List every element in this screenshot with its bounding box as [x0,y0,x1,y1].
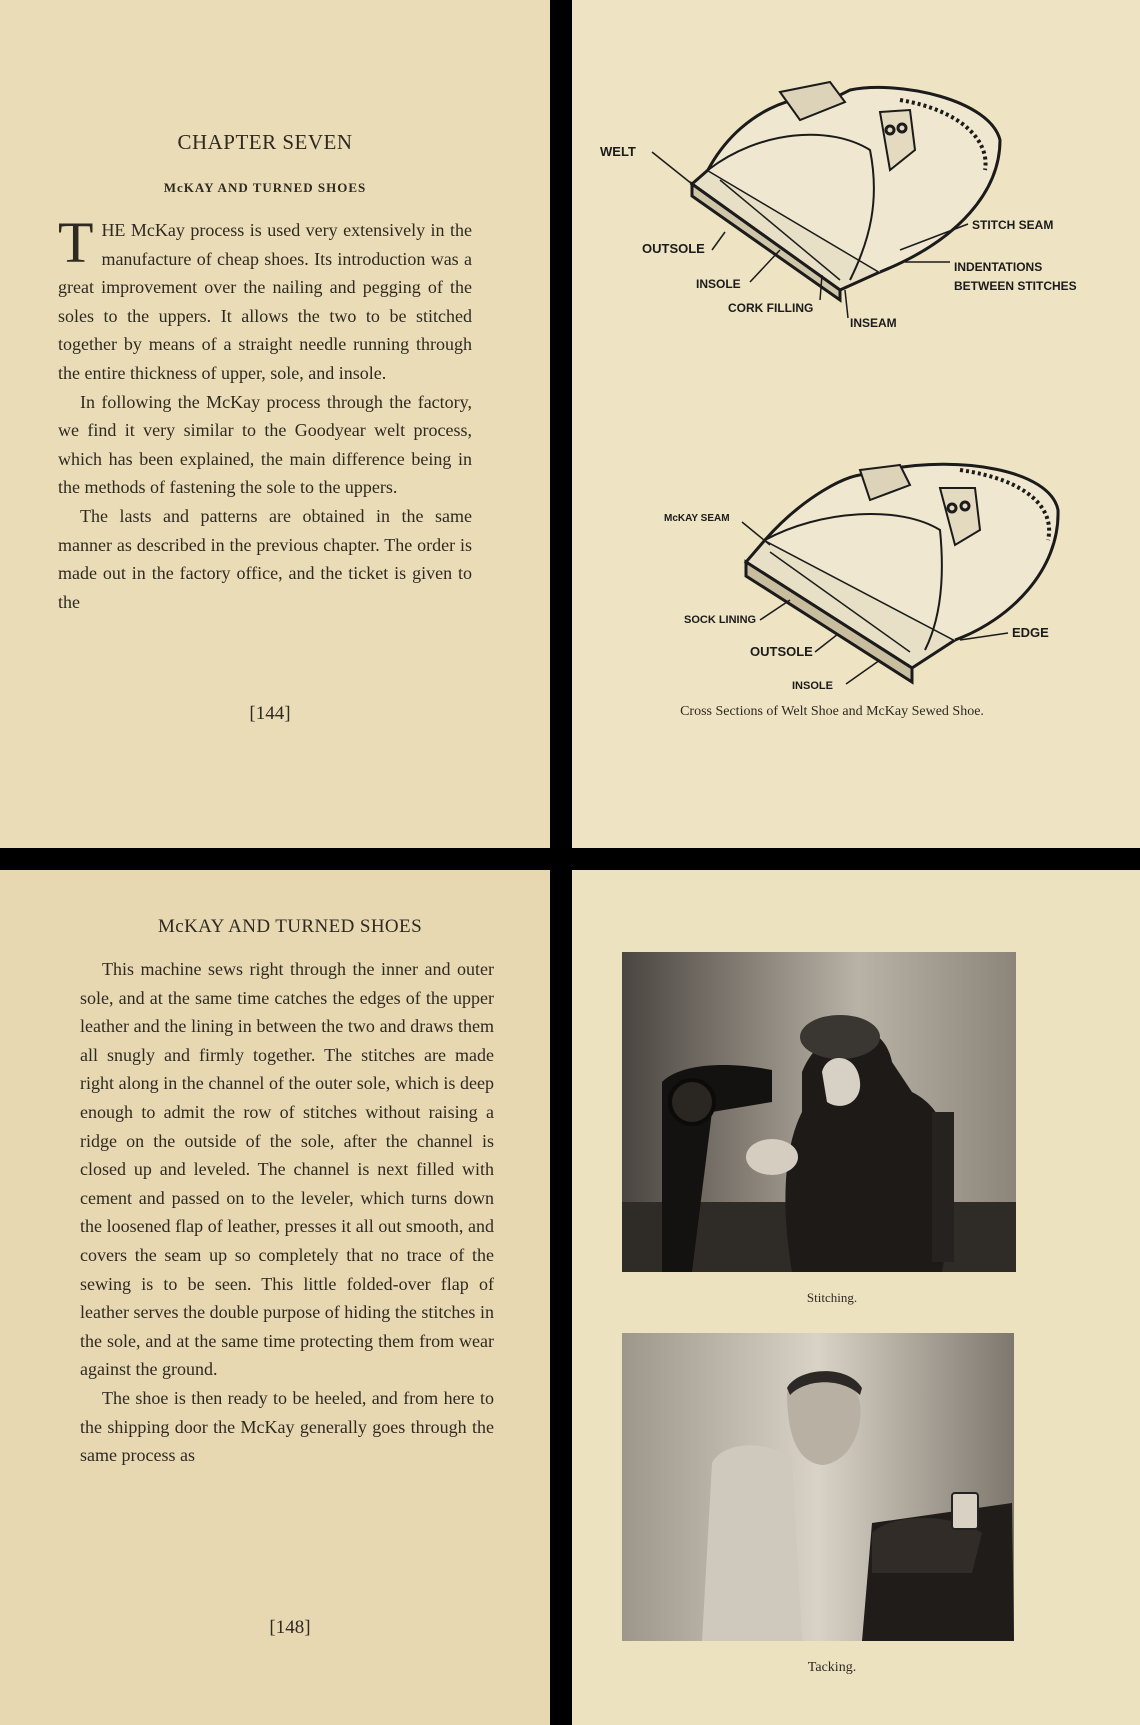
label-sock-lining: SOCK LINING [684,614,757,626]
body-text-148 [80,955,494,1470]
label-mckay-seam: McKAY SEAM [664,513,730,524]
stitching-photo [622,952,1016,1272]
page-number-148: [148] [269,1617,311,1638]
running-head: McKAY AND TURNED SHOES [157,916,423,937]
shoe-cross-section-diagrams [0,0,1140,848]
tacking-photo [622,1333,1014,1641]
label-between-stitches: BETWEEN STITCHES [954,279,1077,293]
label-mckay-outsole: OUTSOLE [750,644,813,659]
page-number-144: [144] [249,703,291,724]
paragraph-2: The shoe is then ready to be heeled, and from here to the shipping door the McKay generally goes through the same process as [80,1387,494,1466]
label-edge: EDGE [1012,625,1049,640]
caption-stitching: Stitching. [806,1290,858,1305]
label-stitch-seam: STITCH SEAM [972,218,1054,232]
label-mckay-insole: INSOLE [792,680,833,692]
caption-tacking: Tacking. [807,1660,857,1675]
diagram-caption: Cross Sections of Welt Shoe and McKay Sewed Shoe. [680,704,984,719]
chapter-subtitle: McKAY AND TURNED SHOES [163,180,367,195]
paragraph-1: This machine sews right through the inner and outer sole, and at the same time catches the edges of the upper leather and the lining in between the two and draws them all snugly and firmly together. The stitches are made right along in the channel of the outer sole, which is deep enough to admit the row of stitches without raising a ridge on the outside of the sole, after the channel is closed up and leveled. The channel is next filled with cement and passed on to the leveler, which turns down the loosened flap of leather, presses it all out smooth, and covers the seam up so completely that no trace of the sewing is to be seen. This little folded-over flap of leather serves the double purpose of hiding the stitches in the sole, and at the same time protecting them from wear against the ground. [80,959,494,1380]
label-welt-outsole: OUTSOLE [642,241,705,256]
paragraph-3: The lasts and patterns are obtained in the same manner as described in the previous chapter. The order is made out in the factory office, and the ticket is given to the [58,505,472,612]
drop-cap: T [58,210,94,275]
paragraph-2: In following the McKay process through the factory, we find it very similar to the Goodyear welt process, which has been explained, the main difference being in the methods of fastening the sole to the uppers. [58,391,472,498]
label-inseam: INSEAM [850,316,897,330]
tacking-photo-image [622,1333,1014,1641]
stitching-photo-image [622,952,1016,1272]
label-cork-filling: CORK FILLING [728,301,814,315]
paragraph-1: HE McKay process is used very extensively in the manufacture of cheap shoes. Its introduction was a great improvement over the nailing and pegging of the soles to the uppers. It allows the two to be stitched together by means of a straight needle running through the entire thickness of upper, sole, and insole. [58,220,472,383]
chapter-title: CHAPTER SEVEN [177,130,353,154]
label-welt-insole: INSOLE [696,277,741,291]
label-indentations: INDENTATIONS [954,260,1043,274]
label-welt: WELT [600,144,636,159]
